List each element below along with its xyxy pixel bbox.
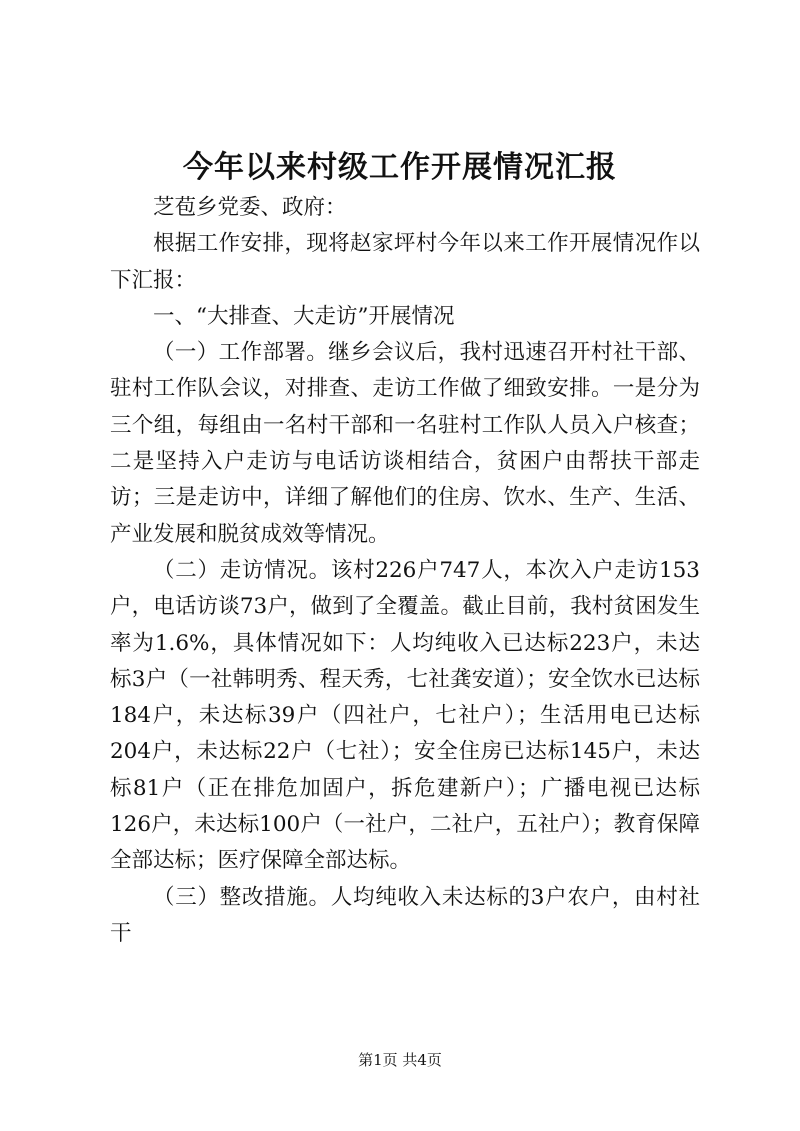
- work-deployment-paragraph: （一）工作部署。继乡会议后，我村迅速召开村社干部、驻村工作队会议，对排查、走访工作做了细致安排。一是分为三个组，每组由一名村干部和一名驻村工作队人员入户核查；二是坚持入户走访与电话访谈相结合，贫困户由帮扶干部走访；三是走访中，详细了解他们的住房、饮水、生产、生活、产业发展和脱贫成效等情况。: [110, 340, 700, 547]
- visit-situation-paragraph: （二）走访情况。该村226户747人，本次入户走访153户，电话访谈73户，做到了全覆盖。截止目前，我村贫困发生率为1.6%，具体情况如下：人均纯收入已达标223户，未达标3户（一社韩明秀、程天秀，七社龚安道）；安全饮水已达标184户，未达标39户（四社户，七社户）；生活用电已达标204户，未达标22户（七社）；安全住房已达标145户，未达标81户（正在排危加固户，拆危建新户）；广播电视已达标126户，未达标100户（一社户，二社户，五社户）；教育保障全部达标；医疗保障全部达标。: [110, 557, 700, 874]
- salutation-paragraph: 芝苞乡党委、政府：: [153, 195, 347, 220]
- intro-paragraph: 根据工作安排，现将赵家坪村今年以来工作开展情况作以下汇报：: [110, 231, 700, 293]
- section-heading: 一、“大排查、大走访”开展情况: [153, 303, 455, 329]
- document-body: [110, 190, 700, 952]
- document-title: 今年以来村级工作开展情况汇报: [183, 150, 617, 185]
- page-number-footer: 第1页 共4页: [358, 1051, 442, 1069]
- rectification-paragraph: （三）整改措施。人均纯收入未达标的3户农户，由村社干: [110, 884, 700, 946]
